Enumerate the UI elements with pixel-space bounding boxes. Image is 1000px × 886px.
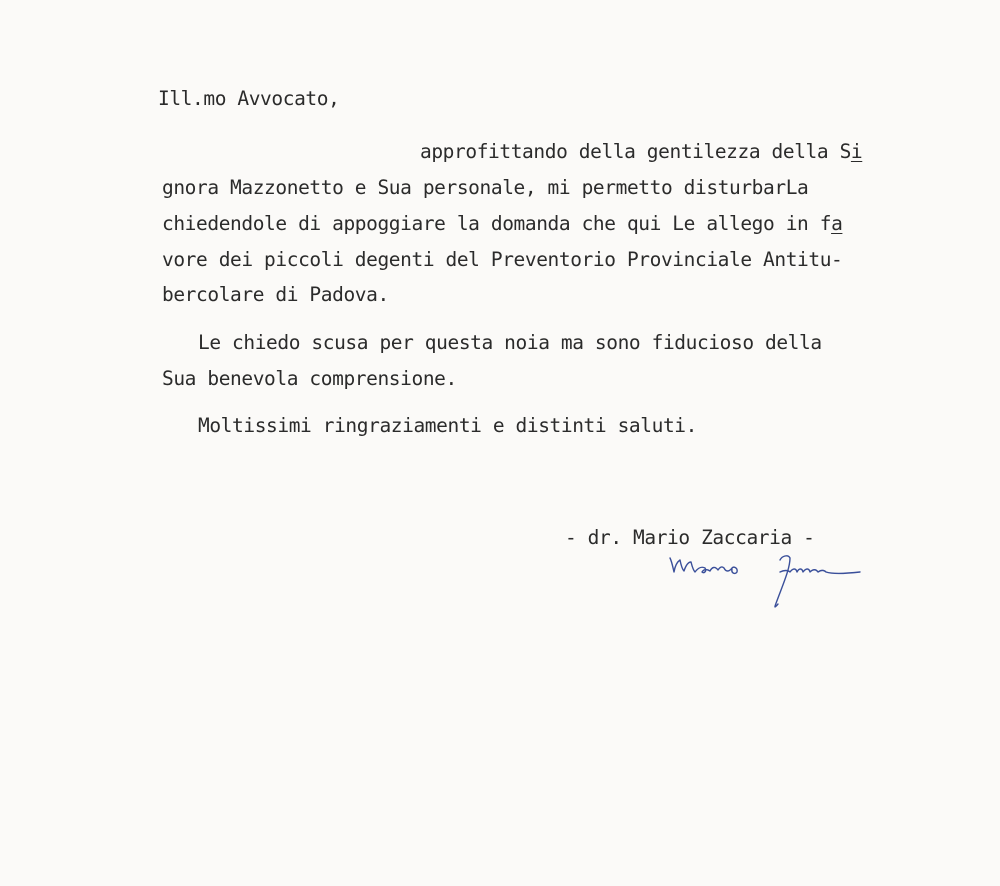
paragraph1-line1-text: approfittando della gentilezza della S [420, 140, 851, 163]
handwritten-signature [660, 548, 870, 612]
paragraph1-line3-underlined: a [831, 212, 843, 235]
paragraph1-line1-underlined: i [850, 140, 863, 163]
salutation: Ill.mo Avvocato, [158, 87, 340, 110]
paragraph2-line2: Sua benevola comprensione. [162, 367, 457, 390]
sender-name: - dr. Mario Zaccaria - [565, 526, 815, 549]
paragraph1-line3-text: chiedendole di appoggiare la domanda che qui Le allego in f [162, 212, 832, 235]
paragraph1-line4: vore dei piccoli degenti del Preventorio Provinciale Antitu- [162, 248, 843, 271]
closing-line: Moltissimi ringraziamenti e distinti saluti. [198, 414, 697, 437]
paragraph1-line5: bercolare di Padova. [162, 283, 389, 306]
paragraph2-line1: Le chiedo scusa per questa noia ma sono fiducioso della [198, 331, 822, 354]
paragraph1-line3 [162, 212, 842, 236]
paragraph1-line2: gnora Mazzonetto e Sua personale, mi permetto disturbarLa [162, 176, 809, 199]
paragraph1-line1 [420, 140, 862, 164]
